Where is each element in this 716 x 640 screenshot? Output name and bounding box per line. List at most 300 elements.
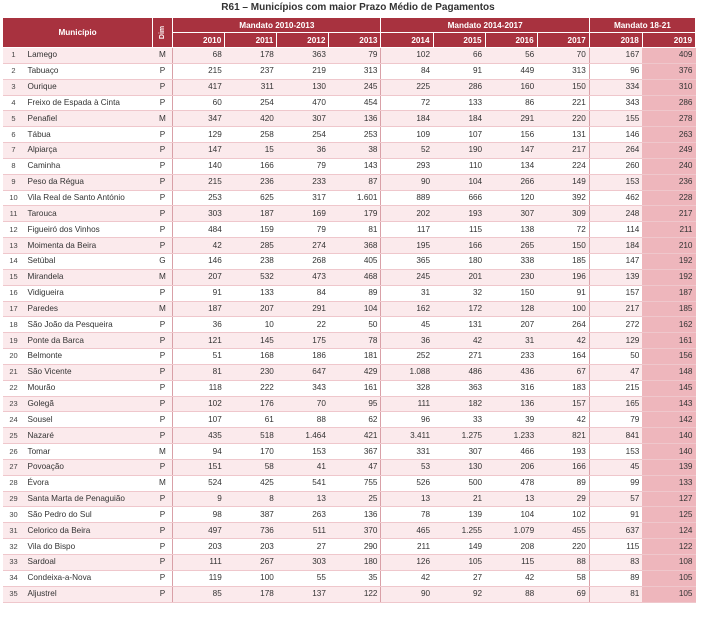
value-cell: 215: [173, 174, 225, 190]
value-cell: 128: [485, 301, 537, 317]
value-cell: 140: [642, 444, 695, 460]
dim-cell: P: [153, 222, 173, 238]
municipality-cell: São Vicente: [25, 364, 153, 380]
value-cell: 1.088: [381, 364, 433, 380]
value-cell: 497: [173, 523, 225, 539]
value-cell: 245: [381, 269, 433, 285]
value-cell: 230: [225, 364, 277, 380]
value-cell: 290: [329, 539, 381, 555]
value-cell: 1.255: [433, 523, 485, 539]
value-cell: 136: [329, 507, 381, 523]
value-cell: 387: [225, 507, 277, 523]
value-cell: 42: [537, 412, 589, 428]
value-cell: 264: [589, 143, 642, 159]
value-cell: 157: [537, 396, 589, 412]
value-cell: 100: [225, 570, 277, 586]
table-row: [3, 428, 696, 444]
rank-cell: 4: [3, 95, 25, 111]
rank-cell: 17: [3, 301, 25, 317]
value-cell: 625: [225, 190, 277, 206]
value-cell: 233: [485, 349, 537, 365]
value-cell: 124: [642, 523, 695, 539]
value-cell: 151: [173, 459, 225, 475]
rank-cell: 20: [3, 349, 25, 365]
dim-cell: P: [153, 459, 173, 475]
value-cell: 278: [642, 111, 695, 127]
value-cell: 405: [329, 253, 381, 269]
value-cell: 118: [173, 380, 225, 396]
value-cell: 42: [173, 238, 225, 254]
rank-cell: 18: [3, 317, 25, 333]
value-cell: 115: [589, 539, 642, 555]
value-cell: 473: [277, 269, 329, 285]
value-cell: 42: [537, 333, 589, 349]
value-cell: 222: [225, 380, 277, 396]
value-cell: 347: [173, 111, 225, 127]
value-cell: 478: [485, 475, 537, 491]
value-cell: 105: [642, 586, 695, 602]
value-cell: 21: [433, 491, 485, 507]
rank-cell: 1: [3, 48, 25, 64]
value-cell: 187: [225, 206, 277, 222]
dim-cell: P: [153, 95, 173, 111]
municipality-cell: Vila do Bispo: [25, 539, 153, 555]
value-cell: 22: [277, 317, 329, 333]
value-cell: 90: [381, 174, 433, 190]
value-cell: 202: [381, 206, 433, 222]
value-cell: 195: [381, 238, 433, 254]
value-cell: 185: [642, 301, 695, 317]
value-cell: 484: [173, 222, 225, 238]
value-cell: 217: [642, 206, 695, 222]
value-cell: 225: [381, 79, 433, 95]
value-cell: 486: [433, 364, 485, 380]
value-cell: 254: [277, 127, 329, 143]
page-title: R61 – Municípios com maior Prazo Médio de Pagamentos: [221, 2, 495, 13]
value-cell: 183: [537, 380, 589, 396]
value-cell: 70: [537, 48, 589, 64]
value-cell: 42: [433, 333, 485, 349]
value-cell: 252: [381, 349, 433, 365]
value-cell: 316: [485, 380, 537, 396]
value-cell: 79: [329, 48, 381, 64]
dim-cell: P: [153, 206, 173, 222]
value-cell: 125: [642, 507, 695, 523]
value-cell: 111: [173, 555, 225, 571]
value-cell: 368: [329, 238, 381, 254]
value-cell: 8: [225, 491, 277, 507]
value-cell: 147: [485, 143, 537, 159]
municipality-cell: Vidigueira: [25, 285, 153, 301]
value-cell: 219: [277, 63, 329, 79]
value-cell: 179: [329, 206, 381, 222]
value-cell: 122: [329, 586, 381, 602]
dim-cell: M: [153, 269, 173, 285]
dim-cell: P: [153, 570, 173, 586]
rank-cell: 2: [3, 63, 25, 79]
table-row: [3, 174, 696, 190]
municipality-cell: Condeixa-a-Nova: [25, 570, 153, 586]
value-cell: 272: [589, 317, 642, 333]
value-cell: 153: [589, 444, 642, 460]
table-row: [3, 364, 696, 380]
value-cell: 107: [173, 412, 225, 428]
table-row: [3, 253, 696, 269]
value-cell: 13: [485, 491, 537, 507]
dim-cell: P: [153, 190, 173, 206]
value-cell: 95: [329, 396, 381, 412]
value-cell: 274: [277, 238, 329, 254]
value-cell: 39: [485, 412, 537, 428]
value-cell: 518: [225, 428, 277, 444]
dim-cell: P: [153, 364, 173, 380]
value-cell: 99: [589, 475, 642, 491]
rank-cell: 3: [3, 79, 25, 95]
rank-cell: 30: [3, 507, 25, 523]
rank-cell: 9: [3, 174, 25, 190]
value-cell: 157: [589, 285, 642, 301]
header-year: 2016: [485, 33, 537, 48]
value-cell: 78: [329, 333, 381, 349]
value-cell: 36: [381, 333, 433, 349]
rank-cell: 33: [3, 555, 25, 571]
value-cell: 193: [537, 444, 589, 460]
value-cell: 436: [485, 364, 537, 380]
table-row: [3, 396, 696, 412]
value-cell: 108: [642, 555, 695, 571]
value-cell: 268: [277, 253, 329, 269]
municipalities-table: [2, 17, 696, 603]
value-cell: 50: [329, 317, 381, 333]
value-cell: 140: [173, 158, 225, 174]
value-cell: 647: [277, 364, 329, 380]
value-cell: 303: [173, 206, 225, 222]
value-cell: 666: [433, 190, 485, 206]
value-cell: 110: [433, 158, 485, 174]
value-cell: 211: [381, 539, 433, 555]
value-cell: 201: [433, 269, 485, 285]
value-cell: 541: [277, 475, 329, 491]
municipality-cell: Sousel: [25, 412, 153, 428]
header-group-18-21: Mandato 18-21: [589, 18, 695, 33]
value-cell: 61: [225, 412, 277, 428]
table-row: [3, 127, 696, 143]
value-cell: 68: [173, 48, 225, 64]
value-cell: 136: [329, 111, 381, 127]
table-row: [3, 475, 696, 491]
municipality-cell: Paredes: [25, 301, 153, 317]
value-cell: 370: [329, 523, 381, 539]
value-cell: 343: [277, 380, 329, 396]
rank-cell: 8: [3, 158, 25, 174]
value-cell: 161: [329, 380, 381, 396]
value-cell: 138: [485, 222, 537, 238]
value-cell: 417: [173, 79, 225, 95]
value-cell: 221: [537, 95, 589, 111]
value-cell: 164: [537, 349, 589, 365]
value-cell: 149: [433, 539, 485, 555]
value-cell: 338: [485, 253, 537, 269]
value-cell: 166: [537, 459, 589, 475]
value-cell: 102: [537, 507, 589, 523]
value-cell: 237: [225, 63, 277, 79]
value-cell: 134: [485, 158, 537, 174]
value-cell: 889: [381, 190, 433, 206]
rank-cell: 5: [3, 111, 25, 127]
value-cell: 167: [589, 48, 642, 64]
value-cell: 511: [277, 523, 329, 539]
value-cell: 271: [433, 349, 485, 365]
value-cell: 86: [485, 95, 537, 111]
value-cell: 133: [225, 285, 277, 301]
value-cell: 72: [537, 222, 589, 238]
value-cell: 98: [173, 507, 225, 523]
value-cell: 286: [642, 95, 695, 111]
value-cell: 192: [642, 253, 695, 269]
rank-cell: 19: [3, 333, 25, 349]
value-cell: 187: [642, 285, 695, 301]
value-cell: 500: [433, 475, 485, 491]
municipality-cell: Belmonte: [25, 349, 153, 365]
value-cell: 841: [589, 428, 642, 444]
value-cell: 91: [589, 507, 642, 523]
value-cell: 470: [277, 95, 329, 111]
table-row: [3, 523, 696, 539]
table-row: [3, 491, 696, 507]
dim-cell: M: [153, 111, 173, 127]
rank-cell: 35: [3, 586, 25, 602]
municipality-cell: São João da Pesqueira: [25, 317, 153, 333]
value-cell: 263: [642, 127, 695, 143]
table-row: [3, 95, 696, 111]
value-cell: 187: [173, 301, 225, 317]
dim-cell: P: [153, 412, 173, 428]
value-cell: 466: [485, 444, 537, 460]
value-cell: 367: [329, 444, 381, 460]
municipality-cell: Tabuaço: [25, 63, 153, 79]
value-cell: 79: [277, 222, 329, 238]
value-cell: 100: [537, 301, 589, 317]
table-row: [3, 48, 696, 64]
value-cell: 137: [277, 586, 329, 602]
value-cell: 148: [642, 364, 695, 380]
rank-cell: 27: [3, 459, 25, 475]
value-cell: 133: [642, 475, 695, 491]
value-cell: 10: [225, 317, 277, 333]
value-cell: 122: [642, 539, 695, 555]
value-cell: 211: [642, 222, 695, 238]
header-year: 2017: [537, 33, 589, 48]
value-cell: 465: [381, 523, 433, 539]
value-cell: 88: [277, 412, 329, 428]
table-row: [3, 459, 696, 475]
rank-cell: 31: [3, 523, 25, 539]
table-row: [3, 380, 696, 396]
dim-cell: P: [153, 158, 173, 174]
value-cell: 168: [225, 349, 277, 365]
dim-cell: P: [153, 63, 173, 79]
value-cell: 105: [433, 555, 485, 571]
rank-cell: 21: [3, 364, 25, 380]
value-cell: 147: [589, 253, 642, 269]
dim-cell: P: [153, 586, 173, 602]
value-cell: 260: [589, 158, 642, 174]
dim-cell: P: [153, 285, 173, 301]
value-cell: 88: [485, 586, 537, 602]
value-cell: 180: [433, 253, 485, 269]
rank-cell: 12: [3, 222, 25, 238]
dim-cell: P: [153, 396, 173, 412]
municipality-cell: Caminha: [25, 158, 153, 174]
value-cell: 343: [589, 95, 642, 111]
value-cell: 36: [277, 143, 329, 159]
value-cell: 33: [433, 412, 485, 428]
municipality-cell: Alpiarça: [25, 143, 153, 159]
value-cell: 104: [329, 301, 381, 317]
value-cell: 79: [277, 158, 329, 174]
value-cell: 736: [225, 523, 277, 539]
municipality-cell: Nazaré: [25, 428, 153, 444]
value-cell: 142: [642, 412, 695, 428]
value-cell: 192: [642, 269, 695, 285]
municipality-cell: Celorico da Beira: [25, 523, 153, 539]
value-cell: 307: [433, 444, 485, 460]
value-cell: 27: [277, 539, 329, 555]
value-cell: 217: [589, 301, 642, 317]
value-cell: 47: [329, 459, 381, 475]
value-cell: 203: [225, 539, 277, 555]
value-cell: 206: [485, 459, 537, 475]
value-cell: 45: [381, 317, 433, 333]
value-cell: 149: [537, 174, 589, 190]
value-cell: 532: [225, 269, 277, 285]
table-row: [3, 349, 696, 365]
table-row: [3, 507, 696, 523]
value-cell: 3.411: [381, 428, 433, 444]
value-cell: 180: [329, 555, 381, 571]
value-cell: 51: [173, 349, 225, 365]
value-cell: 25: [329, 491, 381, 507]
rank-cell: 6: [3, 127, 25, 143]
value-cell: 181: [329, 349, 381, 365]
value-cell: 313: [329, 63, 381, 79]
dim-cell: P: [153, 507, 173, 523]
value-cell: 129: [589, 333, 642, 349]
table-row: [3, 444, 696, 460]
value-cell: 263: [277, 507, 329, 523]
value-cell: 150: [485, 285, 537, 301]
table-row: [3, 222, 696, 238]
value-cell: 161: [642, 333, 695, 349]
value-cell: 15: [225, 143, 277, 159]
value-cell: 89: [589, 570, 642, 586]
value-cell: 58: [537, 570, 589, 586]
rank-cell: 10: [3, 190, 25, 206]
municipality-cell: Mirandela: [25, 269, 153, 285]
table-row: [3, 269, 696, 285]
municipality-cell: Setúbal: [25, 253, 153, 269]
value-cell: 238: [225, 253, 277, 269]
rank-cell: 25: [3, 428, 25, 444]
value-cell: 91: [537, 285, 589, 301]
value-cell: 42: [485, 570, 537, 586]
dim-cell: M: [153, 475, 173, 491]
value-cell: 409: [642, 48, 695, 64]
value-cell: 117: [381, 222, 433, 238]
value-cell: 363: [433, 380, 485, 396]
value-cell: 317: [277, 190, 329, 206]
value-cell: 156: [642, 349, 695, 365]
value-cell: 291: [277, 301, 329, 317]
value-cell: 328: [381, 380, 433, 396]
value-cell: 146: [173, 253, 225, 269]
table-row: [3, 63, 696, 79]
value-cell: 88: [537, 555, 589, 571]
value-cell: 215: [589, 380, 642, 396]
value-cell: 87: [329, 174, 381, 190]
rank-cell: 22: [3, 380, 25, 396]
value-cell: 392: [537, 190, 589, 206]
value-cell: 1.079: [485, 523, 537, 539]
value-cell: 139: [642, 459, 695, 475]
rank-cell: 14: [3, 253, 25, 269]
value-cell: 207: [225, 301, 277, 317]
value-cell: 139: [589, 269, 642, 285]
header-year: 2011: [225, 33, 277, 48]
value-cell: 821: [537, 428, 589, 444]
header-year: 2010: [173, 33, 225, 48]
value-cell: 105: [642, 570, 695, 586]
dim-cell: M: [153, 48, 173, 64]
value-cell: 172: [433, 301, 485, 317]
value-cell: 81: [329, 222, 381, 238]
value-cell: 334: [589, 79, 642, 95]
value-cell: 313: [537, 63, 589, 79]
value-cell: 155: [589, 111, 642, 127]
value-cell: 468: [329, 269, 381, 285]
value-cell: 56: [485, 48, 537, 64]
value-cell: 233: [277, 174, 329, 190]
rank-cell: 24: [3, 412, 25, 428]
rank-cell: 15: [3, 269, 25, 285]
header-dim: Dim: [153, 18, 173, 48]
value-cell: 9: [173, 491, 225, 507]
value-cell: 69: [537, 586, 589, 602]
municipality-cell: Tábua: [25, 127, 153, 143]
municipality-cell: Santa Marta de Penaguião: [25, 491, 153, 507]
value-cell: 184: [589, 238, 642, 254]
value-cell: 455: [537, 523, 589, 539]
value-cell: 35: [329, 570, 381, 586]
rank-cell: 32: [3, 539, 25, 555]
value-cell: 50: [589, 349, 642, 365]
value-cell: 140: [642, 428, 695, 444]
value-cell: 1.601: [329, 190, 381, 206]
value-cell: 145: [225, 333, 277, 349]
value-cell: 185: [537, 253, 589, 269]
value-cell: 94: [173, 444, 225, 460]
value-cell: 139: [433, 507, 485, 523]
dim-cell: P: [153, 238, 173, 254]
value-cell: 60: [173, 95, 225, 111]
value-cell: 91: [433, 63, 485, 79]
dim-cell: M: [153, 444, 173, 460]
value-cell: 126: [381, 555, 433, 571]
value-cell: 170: [225, 444, 277, 460]
value-cell: 104: [485, 507, 537, 523]
value-cell: 111: [381, 396, 433, 412]
value-cell: 249: [642, 143, 695, 159]
